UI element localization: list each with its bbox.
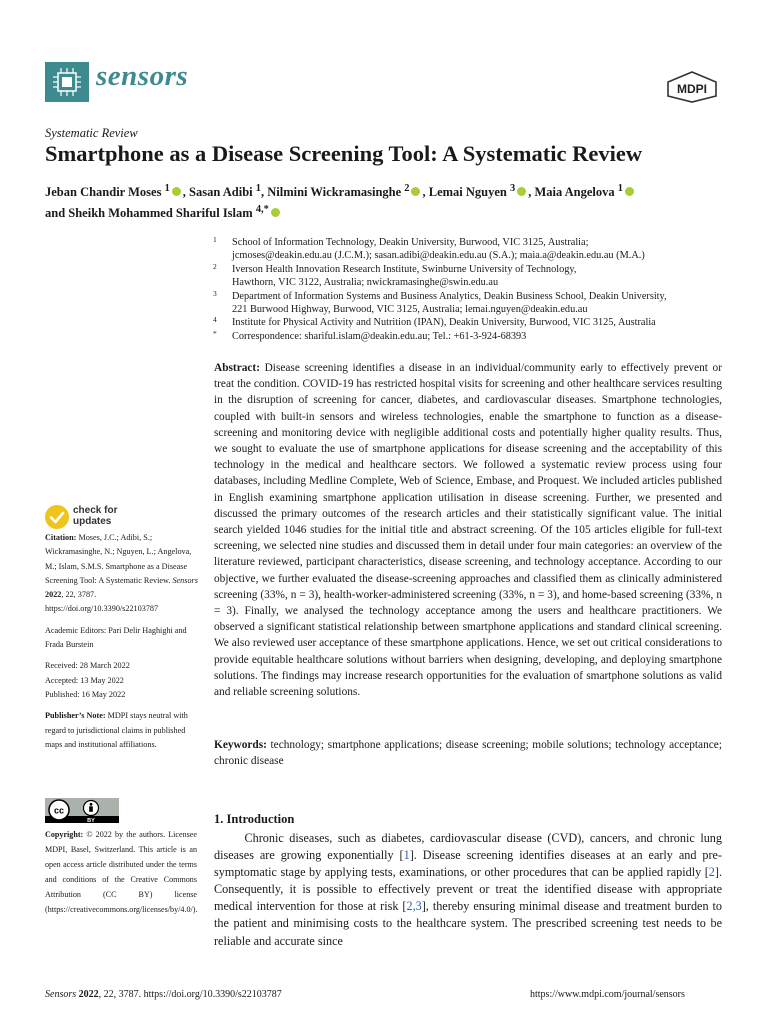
check-updates-icon: [45, 505, 69, 529]
check-for-updates-button[interactable]: [45, 505, 165, 530]
intro-text: ], thereby ensuring minimal disease and treatment burden to the patient and minimising costs to the healthcare system. The prescribed screening test needs to be reliable and accurate since: [214, 899, 723, 948]
cc-label: cc: [53, 805, 65, 816]
citation-link[interactable]: 2: [708, 865, 715, 880]
affiliation-line: 221 Burwood Highway, Burwood, VIC 3125, Australia; lemai.nguyen@deakin.edu.au: [232, 304, 588, 316]
accepted-date: Accepted: 13 May 2022: [45, 675, 124, 685]
journal-logo-icon: [45, 62, 89, 102]
author-affiliation-sup: 4,*: [255, 204, 269, 216]
intro-text: ]. Disease screening identifies diseases at an early and pre-symptomatic stage by applying tests, examinations, or other procedures that can be applied rapidly [: [214, 848, 722, 880]
citation-label: Citation:: [45, 533, 77, 542]
citation-link[interactable]: 2,3: [406, 899, 422, 914]
affiliation-line: Institute for Physical Activity and Nutrition (IPAN), Deakin University, Burwood, VIC 3125, Australia: [232, 317, 656, 329]
article-type: Systematic Review: [45, 126, 138, 140]
orcid-icon[interactable]: [411, 187, 420, 196]
keywords-text: technology; smartphone applications; disease screening; mobile solutions; technology acceptance; chronic disease: [214, 739, 722, 767]
citation-link[interactable]: 1: [403, 848, 410, 863]
author-name[interactable]: Lemai Nguyen: [428, 185, 507, 200]
author-name[interactable]: and Sheikh Mohammed Shariful Islam: [45, 206, 253, 221]
publisher-note-label: Publisher’s Note:: [45, 711, 106, 721]
affiliation-item: [213, 316, 723, 329]
abstract-label: Abstract:: [214, 362, 260, 374]
footer-journal-url[interactable]: https://www.mdpi.com/journal/sensors: [530, 989, 685, 1000]
publisher-logo-icon: [664, 70, 720, 104]
author-separator: ,: [528, 185, 535, 200]
author-separator: ,: [260, 185, 268, 200]
author-separator: ,: [422, 185, 429, 200]
affiliation-number: 2: [213, 261, 217, 271]
footer-journal: Sensors: [45, 989, 77, 1000]
affiliation-line: School of Information Technology, Deakin University, Burwood, VIC 3125, Australia;: [232, 237, 589, 248]
affiliations: [213, 236, 723, 343]
author-separator: ,: [182, 185, 190, 200]
citation-doi[interactable]: , 22, 3787. https://doi.org/10.3390/s22103787: [45, 590, 159, 614]
citation-year: 2022: [45, 590, 62, 600]
publisher-name: MDPI: [677, 82, 707, 96]
correspondence-line: Correspondence: shariful.islam@deakin.edu.au; Tel.: +61-3-924-68393: [232, 330, 527, 342]
orcid-icon[interactable]: [271, 208, 280, 217]
publisher-note-text: MDPI stays neutral with regard to jurisdictional claims in published maps and institutional affiliations.: [45, 711, 188, 749]
author-name[interactable]: Sasan Adibi: [189, 185, 253, 200]
footer-year: 2022: [78, 989, 99, 1000]
author-affiliation-sup: 3: [509, 183, 516, 194]
author-name[interactable]: Maia Angelova: [534, 185, 615, 200]
orcid-icon[interactable]: [625, 187, 634, 196]
article-sidebar: [45, 531, 200, 752]
affiliation-line: jcmoses@deakin.edu.au (J.C.M.); sasan.adibi@deakin.edu.au (S.A.); maia.a@deakin.edu.au (M.A.): [232, 250, 645, 262]
author-name[interactable]: Jeban Chandir Moses: [45, 185, 162, 200]
affiliation-line: Iverson Health Innovation Research Institute, Swinburne University of Technology,: [232, 263, 577, 275]
check-updates-line1: check for: [73, 505, 118, 516]
citation-journal: Sensors: [172, 575, 198, 585]
published-date: Published: 16 May 2022: [45, 689, 126, 699]
footer-doi[interactable]: , 22, 3787. https://doi.org/10.3390/s22103787: [98, 989, 282, 1000]
affiliation-number: *: [213, 328, 217, 338]
affiliation-item: [213, 236, 723, 263]
abstract-text: Disease screening identifies a disease in an individual/community early to effectively prevent or treat the condition. COVID-19 has restricted hospital visits for screening and other healthcare services resulting in the disruption of screening for cancer, diabetes, and cardiovascular diseases. Smartphone technologies, coupled with built-in sensors and wireless technologies, enable the smartphone to function as a disease-screening and monitoring device with negligible additional costs and potentially higher quality results. Thus, we sought to evaluate the use of smartphone applications for disease screening and the acceptability of this technology in the medical and healthcare sectors. We followed a systematic review process using four databases, including Medline Complete, Web of Science, Embase, and Proquest. We included articles published in English examining smartphone application utilisation in disease screening. Further, we presented and discussed the primary outcomes of the research articles and their statistically significant value. The initial search yielded 1046 studies for the initial title and abstract screening. Of the 105 articles eligible for full-text screening, we selected nine studies and discussed them in detail under four main categories: an overview of the literature reviewed, participant characteristics, disease screening, and technology acceptance. According to our objective, we further evaluated the disease-screening approaches and classified them as clinically administered screening (33%, n = 3), health-worker-administered screening (33%, n = 3), and home-based screening (33%, n = 3). Finally, we analysed the technology acceptance among the users and healthcare practitioners. We observed a significant statistical relationship between smartphone applications and standard clinical screening. We also reviewed user acceptance of these smartphone applications. Hence, we set out critical considerations to provide equitable healthcare solutions without barriers when designing, developing, and deploying smartphone solutions. The findings may increase research opportunities for the evaluation of smartphone solutions as valid and reliable screening solutions.: [214, 362, 722, 699]
footer-citation: [45, 989, 282, 1000]
copyright-text: © 2022 by the authors. Licensee MDPI, Basel, Switzerland. This article is an open access article distributed under the terms and conditions of the Creative Commons Attribution (CC BY) license (https://creativecommons.org/licenses/by/4.0/).: [45, 830, 198, 915]
orcid-icon[interactable]: [172, 187, 181, 196]
affiliation-number: 4: [213, 315, 217, 325]
cc-by-license-icon[interactable]: [45, 798, 119, 823]
journal-name: sensors: [96, 60, 189, 92]
affiliation-item: [213, 290, 723, 317]
author-affiliation-sup: 1: [164, 183, 170, 194]
correspondence-item: [213, 330, 723, 343]
section-heading: 1. Introduction: [214, 812, 295, 826]
intro-text: ]. Consequently, it is possible to effectively prevent or treat the identified disease with appropriate medical intervention for those at risk [: [214, 865, 722, 914]
copyright-label: Copyright:: [45, 830, 84, 839]
affiliation-item: [213, 263, 723, 290]
orcid-icon[interactable]: [517, 187, 526, 196]
check-updates-line2: updates: [73, 515, 112, 527]
affiliation-line: Hawthorn, VIC 3122, Australia; nwickramasinghe@swin.edu.au: [232, 277, 499, 289]
affiliation-line: Department of Information Systems and Business Analytics, Deakin Business School, Deakin University,: [232, 290, 667, 302]
keywords: [214, 737, 722, 769]
author-affiliation-sup: 1: [617, 183, 623, 194]
author-list: [45, 180, 705, 222]
academic-editors: Academic Editors: Pari Delir Haghighi and Frada Burstein: [45, 625, 187, 650]
article-title: Smartphone as a Disease Screening Tool: A Systematic Review: [45, 141, 643, 166]
copyright-notice: [45, 827, 197, 918]
affiliation-number: 3: [213, 288, 217, 298]
affiliation-number: 1: [213, 235, 217, 244]
publisher-note: [45, 709, 200, 752]
citation: [45, 531, 200, 617]
intro-paragraph: [214, 830, 722, 950]
citation-text: Moses, J.C.; Adibi, S.; Wickramasinghe, N.; Nguyen, L.; Angelova, M.; Islam, S.M.S. Smartphone as a Disease Screening Tool: A Systematic Review.: [45, 533, 192, 585]
author-name[interactable]: Nilmini Wickramasinghe: [267, 185, 402, 200]
by-label: BY: [87, 818, 95, 823]
author-affiliation-sup: 1: [255, 183, 261, 194]
intro-text: Chronic diseases, such as diabetes, cardiovascular disease (CVD), cancers, and chronic lung diseases are growing exponentially [: [214, 831, 722, 863]
author-affiliation-sup: 2: [404, 183, 410, 194]
keywords-label: Keywords:: [214, 739, 267, 751]
received-date: Received: 28 March 2022: [45, 661, 130, 671]
abstract: [214, 360, 722, 700]
